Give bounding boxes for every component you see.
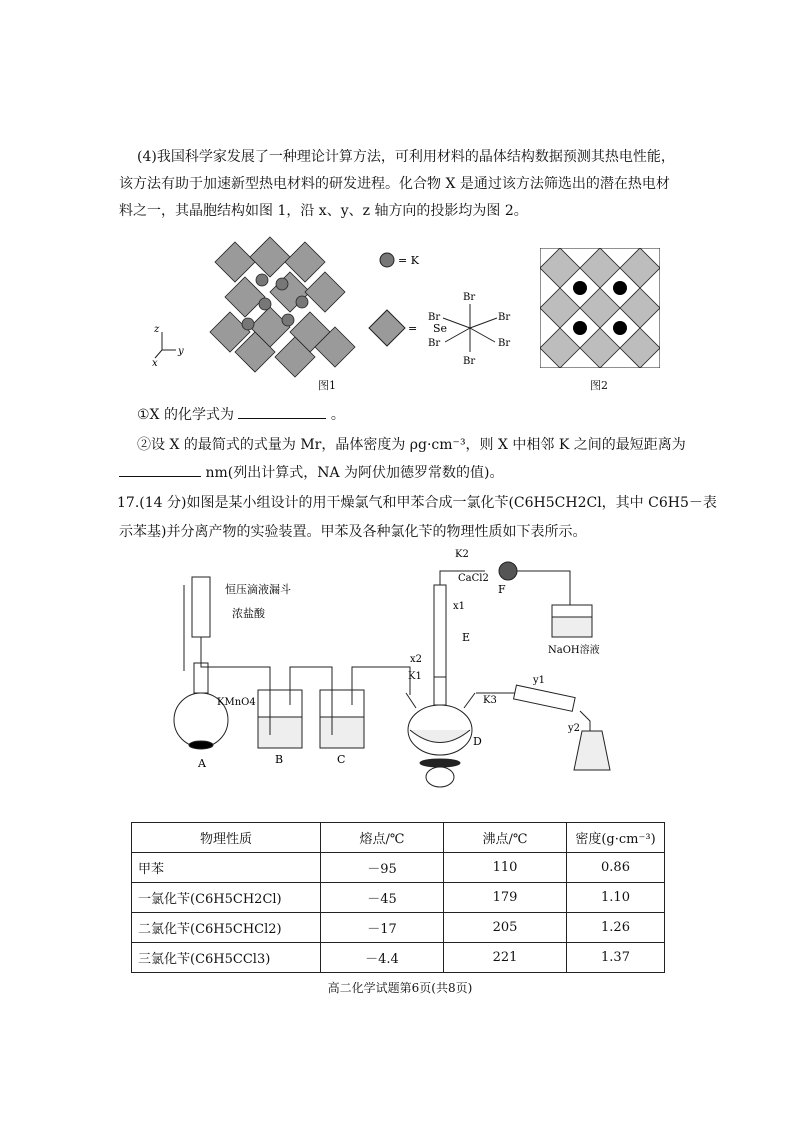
wash-bottle-c: [320, 677, 364, 748]
answer-blank-1[interactable]: [238, 406, 326, 419]
label-k3: K3: [483, 695, 497, 706]
label-y1: y1: [533, 675, 546, 686]
label-e: E: [462, 631, 471, 644]
crystal-octahedra: [210, 237, 355, 377]
row-3-density: 1.37: [567, 943, 665, 973]
label-c: C: [337, 753, 346, 766]
q4-line-3: 料之一，其晶胞结构如图 1，沿 x、y、z 轴方向的投影均为图 2。: [119, 203, 528, 219]
label-k1: K1: [408, 671, 422, 682]
br-left-up: Br: [428, 312, 441, 323]
figure-1-caption: 图1: [318, 379, 336, 392]
naoh-label: NaOH溶液: [548, 645, 600, 656]
row-3-boiling: 221: [444, 943, 567, 973]
answer-blank-2[interactable]: [119, 464, 201, 477]
tubes: [201, 663, 410, 695]
figure-1-crystal: [150, 232, 450, 392]
row-0-boiling: 110: [444, 853, 567, 883]
axis-z-label: z: [154, 324, 160, 335]
label-b: B: [275, 753, 284, 766]
q17-line-2: 示苯基)并分离产物的实验装置。甲苯及各种氯化苄的物理性质如下表所示。: [119, 524, 587, 540]
label-k2: K2: [455, 549, 469, 560]
label-x2: x2: [410, 654, 423, 665]
q4-sub2-line2: [119, 462, 503, 482]
funnel-label: 恒压滴液漏斗: [225, 583, 291, 596]
row-1-density: 1.10: [567, 883, 665, 913]
table-row: [132, 853, 665, 883]
q4-sub1-end: 。: [330, 407, 345, 423]
table-row: [132, 883, 665, 913]
q4-line-1: (4)我国科学家发展了一种理论计算方法，可利用材料的晶体结构数据预测其热电性能，: [137, 149, 675, 165]
label-d: D: [473, 735, 482, 748]
header-boiling: 沸点/℃: [444, 823, 567, 853]
row-3-melting: －4.4: [321, 943, 444, 973]
br-bottom: Br: [463, 356, 476, 365]
fig2-cells: [540, 248, 660, 368]
flask-d: [406, 677, 475, 787]
figure-2-caption: 图2: [590, 379, 608, 392]
q4-sub2-line1: ②设 X 的最简式的式量为 Mr，晶体密度为 ρg·cm⁻³，则 X 中相邻 K 之间的最短距离为: [137, 437, 686, 453]
figure-2-projection: [540, 248, 660, 368]
q4-sub1-text: ①X 的化学式为: [137, 407, 234, 423]
q4-line-2: 该方法有助于加速新型热电材料的研发进程。化合物 X 是通过该方法筛选出的潜在热电材: [119, 176, 670, 192]
kmno4-label: KMnO4: [217, 697, 256, 708]
br-right-down: Br: [498, 338, 511, 349]
row-3-name: 三氯化苄(C6H5CCl3): [132, 943, 321, 973]
row-2-name: 二氯化苄(C6H5CHCl2): [132, 913, 321, 943]
row-1-boiling: 179: [444, 883, 567, 913]
label-x1: x1: [453, 601, 466, 612]
label-f: F: [498, 583, 506, 596]
label-y2: y2: [568, 723, 581, 734]
legend-equals: =: [408, 322, 418, 335]
axis-x-label: x: [152, 358, 158, 369]
axis-y-label: y: [178, 346, 184, 357]
row-2-density: 1.26: [567, 913, 665, 943]
q17-line-1: 17.(14 分)如图是某小组设计的用干燥氯气和甲苯合成一氯化苄(C6H5CH2Cl，其中 C6H5－表: [117, 495, 717, 511]
q4-sub2-line2-text: nm(列出计算式，NA 为阿伏加德罗常数的值)。: [205, 465, 504, 481]
row-0-melting: －95: [321, 853, 444, 883]
table-row: [132, 913, 665, 943]
row-1-melting: －45: [321, 883, 444, 913]
row-1-name: 一氯化苄(C6H5CH2Cl): [132, 883, 321, 913]
row-0-density: 0.86: [567, 853, 665, 883]
properties-table: [131, 822, 665, 973]
sebr6-diagram: [425, 290, 515, 365]
cacl2-label: CaCl2: [458, 573, 489, 584]
axis-indicator: [155, 332, 176, 358]
header-density: 密度(g·cm⁻³): [567, 823, 665, 853]
legend-octahedron: [369, 310, 405, 346]
wash-bottle-b: [258, 677, 302, 748]
legend-k-atom: [380, 253, 394, 267]
q4-sub1: [137, 404, 345, 424]
se-label: Se: [433, 322, 448, 335]
acid-label: 浓盐酸: [232, 607, 265, 620]
table-row: [132, 943, 665, 973]
condenser-e: [434, 575, 446, 677]
br-right-up: Br: [498, 312, 511, 323]
header-property: 物理性质: [132, 823, 321, 853]
row-0-name: 甲苯: [132, 853, 321, 883]
legend-k-label: = K: [398, 254, 419, 267]
header-melting: 熔点/℃: [321, 823, 444, 853]
apparatus-figure: [170, 545, 630, 815]
table-header-row: [132, 823, 665, 853]
br-top: Br: [463, 292, 476, 303]
row-2-boiling: 205: [444, 913, 567, 943]
row-2-melting: －17: [321, 913, 444, 943]
br-left-down: Br: [428, 338, 441, 349]
page-footer: 高二化学试题第6页(共8页): [327, 981, 473, 995]
dropping-funnel: [184, 577, 210, 671]
label-a: A: [198, 757, 206, 770]
